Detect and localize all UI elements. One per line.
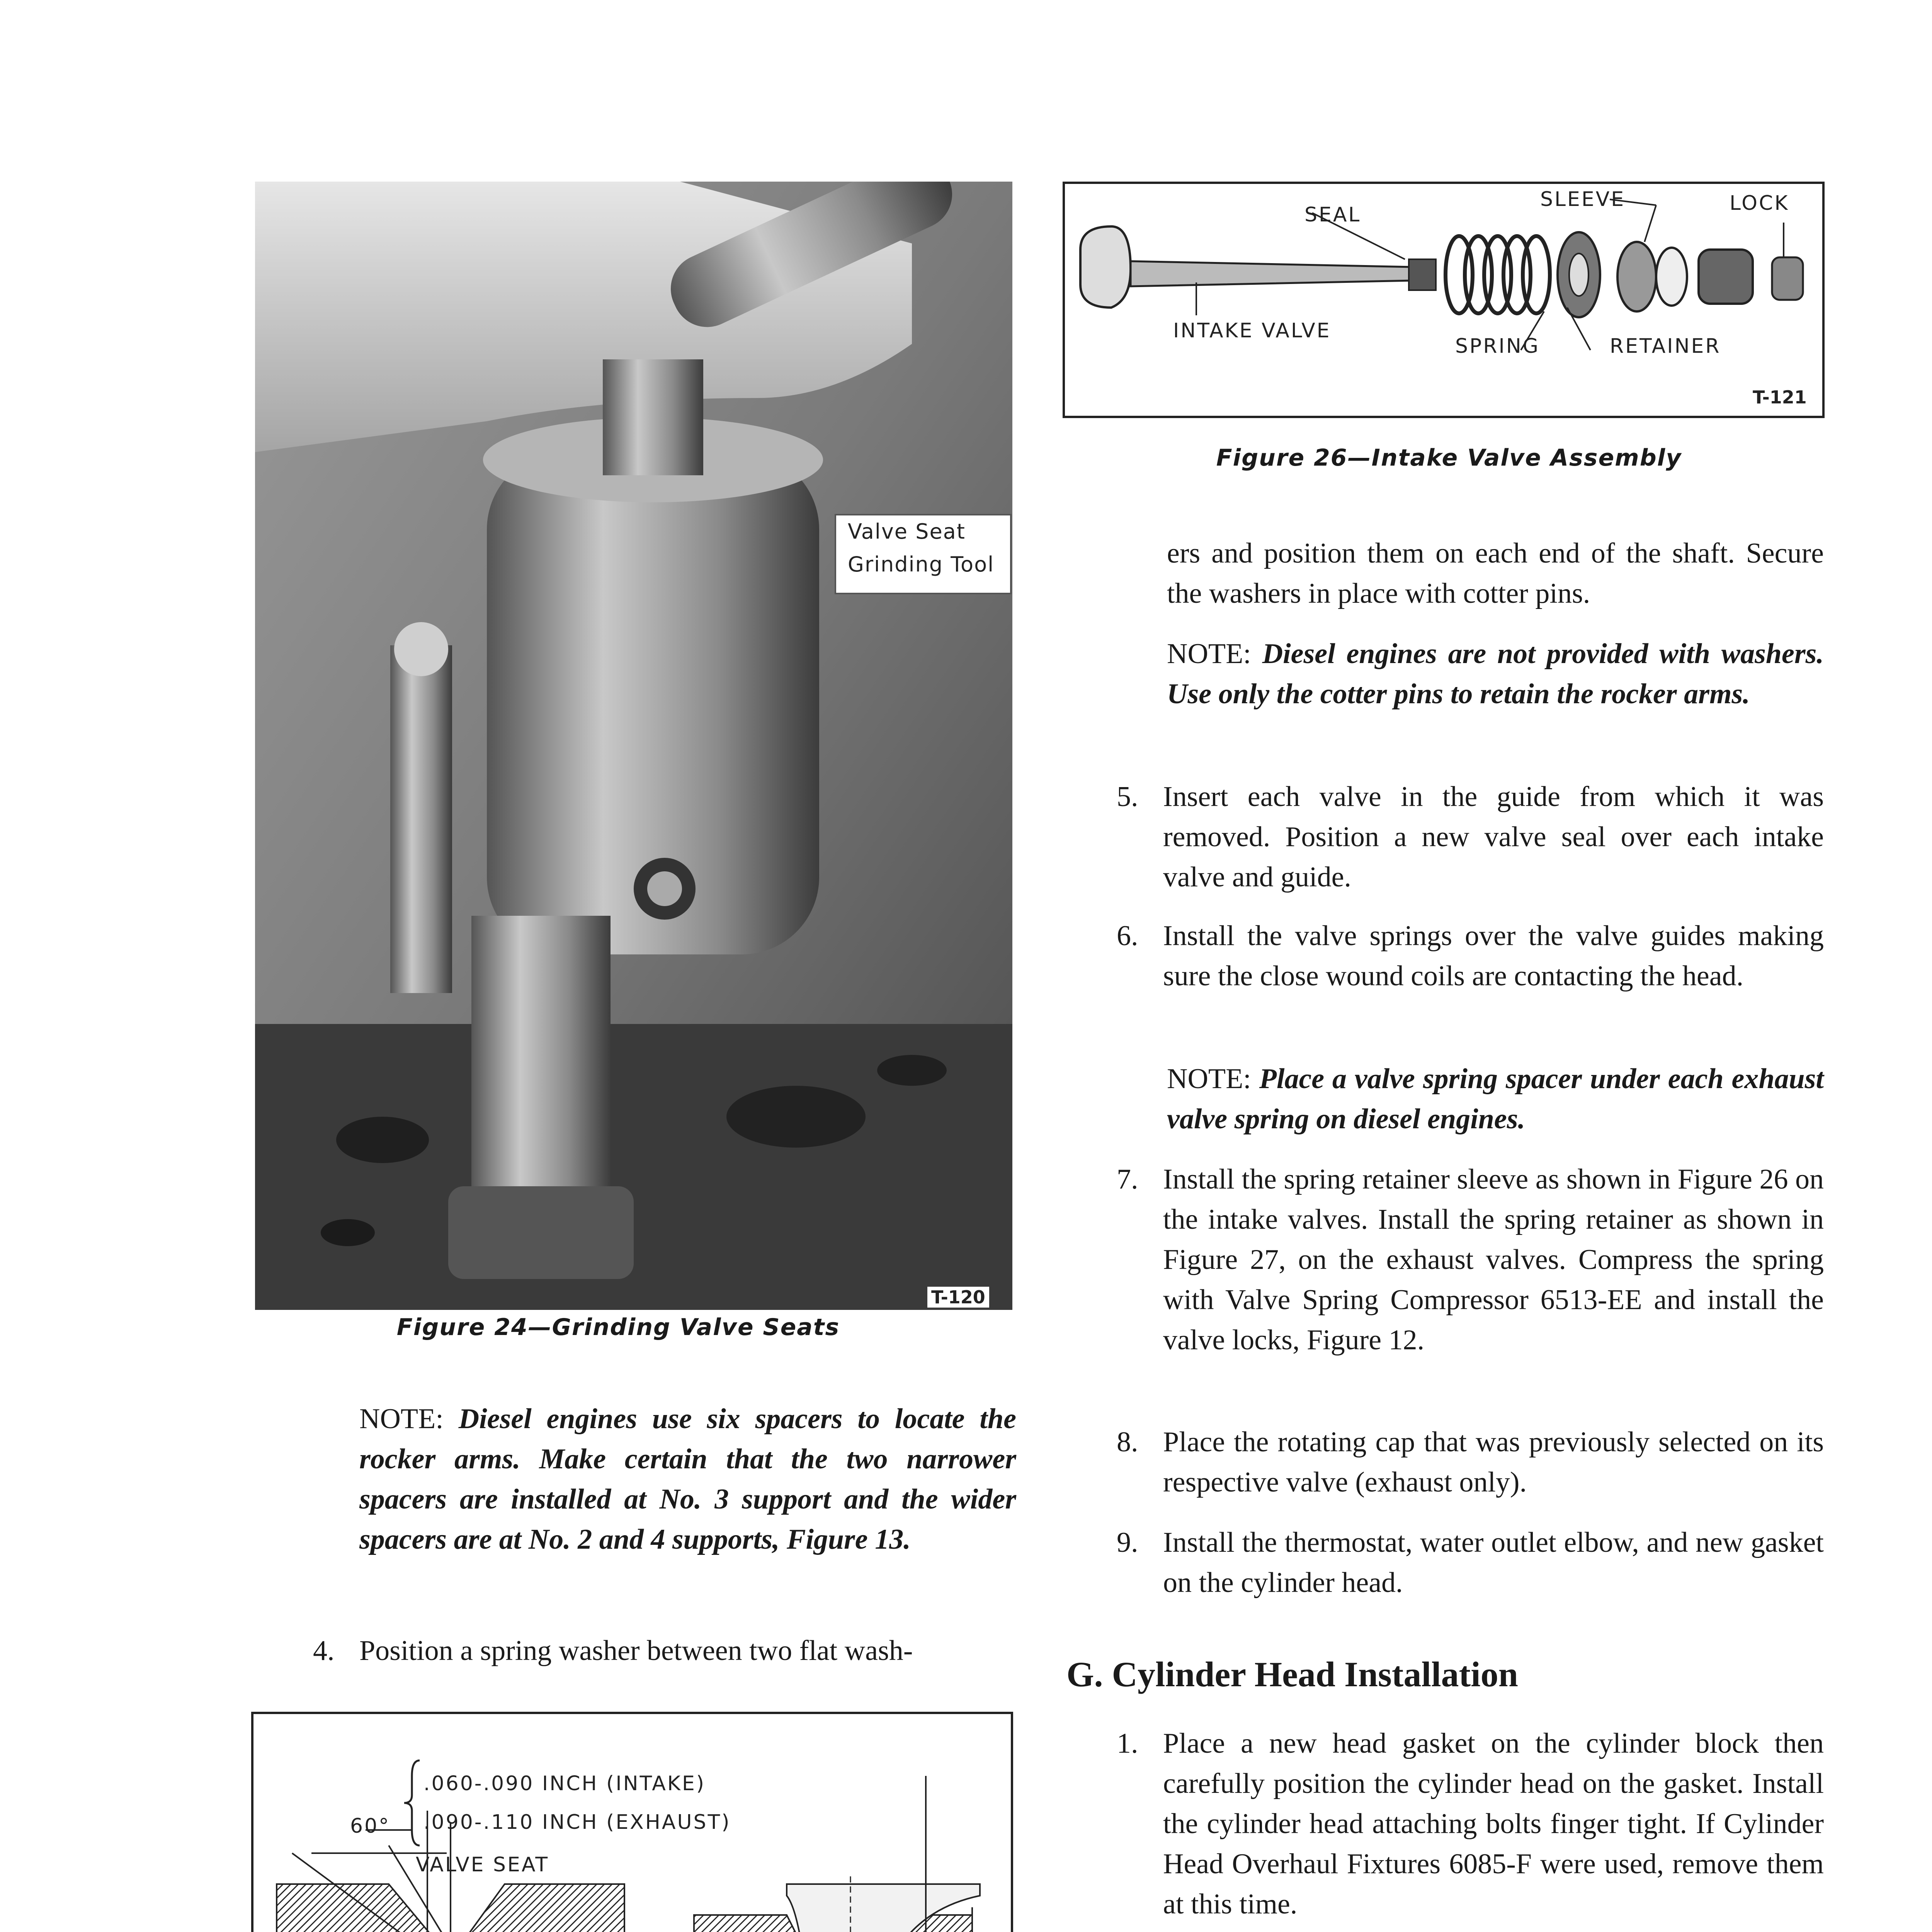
step-8 xyxy=(1117,1422,1824,1507)
seal-label: SEAL xyxy=(1304,203,1361,226)
note-right-2-lead: NOTE: xyxy=(1167,1063,1259,1095)
step-4-text: Position a spring washer between two flat wash- xyxy=(359,1635,913,1667)
spring-label: SPRING xyxy=(1455,335,1540,358)
figure-24-photo xyxy=(255,182,1012,1310)
step-7 xyxy=(1117,1159,1824,1406)
tool-label-line2: Grinding Tool xyxy=(848,552,995,577)
step-6-text: Install the valve springs over the valve guides making sure the close wound coils are contacting the head. xyxy=(1163,920,1824,992)
figure-26-code: T-121 xyxy=(1753,387,1807,408)
g-step-1 xyxy=(1117,1723,1824,1932)
step-5-number: 5. xyxy=(1117,781,1138,813)
note-right-1 xyxy=(1167,634,1824,714)
figure-25-box xyxy=(251,1712,1013,1932)
note-right-2 xyxy=(1167,1059,1824,1139)
step-6 xyxy=(1117,916,1824,1039)
step-6-number: 6. xyxy=(1117,920,1138,952)
intake-valve-label: INTAKE VALVE xyxy=(1173,319,1331,342)
figure-26-box xyxy=(1063,182,1825,418)
note-right-1-lead: NOTE: xyxy=(1167,638,1262,670)
dim-intake: .060-.090 INCH (INTAKE) xyxy=(423,1772,706,1795)
step-4-number: 4. xyxy=(313,1635,335,1667)
step-9-text: Install the thermostat, water outlet elbow, and new gasket on the cylinder head. xyxy=(1163,1527,1824,1599)
figure-26-caption: Figure 26—Intake Valve Assembly xyxy=(1216,444,1682,471)
note-right-1-text: Diesel engines are not provided with washers. Use only the cotter pins to retain the rocker arms. xyxy=(1167,638,1824,710)
note-left-lead: NOTE: xyxy=(359,1403,459,1435)
grinding-tool-illustration xyxy=(255,182,1012,1310)
step-5 xyxy=(1117,777,1824,900)
figure-24-code: T-120 xyxy=(927,1287,989,1308)
tool-label-line1: Valve Seat xyxy=(848,519,966,544)
g-step-1-text: Place a new head gasket on the cylinder block then carefully position the cylinder head on the gasket. Install the cylinder head attaching bolts finger tight. If Cylinder Head Overhaul Fixtures 6085-F were used, remove them at this time. xyxy=(1163,1728,1824,1920)
figure-24-caption: Figure 24—Grinding Valve Seats xyxy=(396,1314,840,1341)
step-5-text: Insert each valve in the guide from which it was removed. Position a new valve seal over each intake valve and guide. xyxy=(1163,781,1824,893)
retainer-label: RETAINER xyxy=(1610,335,1721,358)
step-8-text: Place the rotating cap that was previously selected on its respective valve (exhaust only). xyxy=(1163,1426,1824,1498)
step-4 xyxy=(313,1631,1016,1673)
step-7-text: Install the spring retainer sleeve as shown in Figure 26 on the intake valves. Install the spring retainer as shown in Figure 27, on the exhaust valves. Compress the spring with Valve Spring Compressor 6513-EE and install the valve locks, Figure 12. xyxy=(1163,1163,1824,1356)
intake-valve-diagram xyxy=(1065,184,1822,416)
dim-exhaust: .090-.110 INCH (EXHAUST) xyxy=(423,1811,731,1834)
g-step-1-number: 1. xyxy=(1117,1728,1138,1759)
angle-60: 60° xyxy=(350,1815,391,1838)
tool-label-box xyxy=(835,514,1012,594)
note-left xyxy=(359,1399,1016,1560)
sleeve-label: SLEEVE xyxy=(1540,188,1626,211)
step-9-number: 9. xyxy=(1117,1527,1138,1558)
step-7-number: 7. xyxy=(1117,1163,1138,1195)
step-8-number: 8. xyxy=(1117,1426,1138,1458)
lock-label: LOCK xyxy=(1730,192,1789,215)
note-left-text: Diesel engines use six spacers to locate the rocker arms. Make certain that the two narrower spacers are installed at No. 3 support and the wider spacers are at No. 2 and 4 supports, Figure 13. xyxy=(359,1403,1016,1555)
note-right-2-text: Place a valve spring spacer under each exhaust valve spring on diesel engines. xyxy=(1167,1063,1824,1135)
step-9 xyxy=(1117,1522,1824,1607)
valve-seat-label: VALVE SEAT xyxy=(416,1853,549,1876)
section-g-heading: G. Cylinder Head Installation xyxy=(1066,1655,1518,1694)
continued-paragraph: ers and position them on each end of the shaft. Secure the washers in place with cotter pins. xyxy=(1167,537,1824,609)
